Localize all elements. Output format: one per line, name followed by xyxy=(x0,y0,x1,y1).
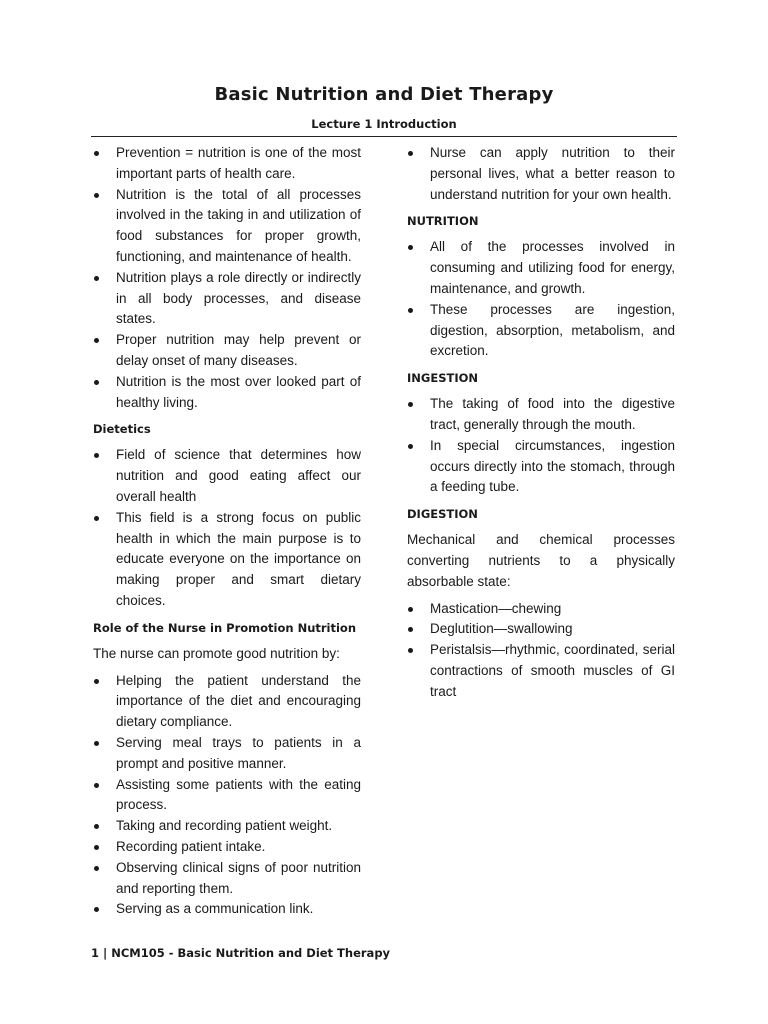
list-item: Nutrition is the total of all processes involved in the taking in and utilization of food substances for proper growth, functioning, and maintenance of health. xyxy=(93,185,361,268)
right-intro-list xyxy=(407,143,675,205)
list-item: In special circumstances, ingestion occurs directly into the stomach, through a feeding tube. xyxy=(407,436,675,498)
digestion-paragraph: Mechanical and chemical processes converting nutrients to a physically absorbable state: xyxy=(407,532,675,589)
left-column xyxy=(93,143,361,920)
ingestion-heading: INGESTION xyxy=(407,371,479,386)
list-item: Assisting some patients with the eating process. xyxy=(93,775,361,817)
nutrition-heading: NUTRITION xyxy=(407,214,479,229)
list-item: Prevention = nutrition is one of the most important parts of health care. xyxy=(93,143,361,185)
list-item: Mastication—chewing xyxy=(407,599,675,620)
list-item: Nurse can apply nutrition to their personal lives, what a better reason to understand nutrition for your own health. xyxy=(407,143,675,205)
digestion-list xyxy=(407,599,675,703)
header-divider xyxy=(91,136,677,137)
list-item: Field of science that determines how nutrition and good eating affect our overall health xyxy=(93,445,361,507)
list-item: Observing clinical signs of poor nutrition and reporting them. xyxy=(93,858,361,900)
role-intro: The nurse can promote good nutrition by: xyxy=(93,645,340,661)
role-list xyxy=(93,671,361,921)
intro-list xyxy=(93,143,361,413)
list-item: Helping the patient understand the importance of the diet and encouraging dietary compliance. xyxy=(93,671,361,733)
right-column xyxy=(407,143,675,703)
nutrition-list xyxy=(407,237,675,362)
ingestion-list xyxy=(407,394,675,498)
list-item: All of the processes involved in consuming and utilizing food for energy, maintenance, and growth. xyxy=(407,237,675,299)
list-item: Proper nutrition may help prevent or delay onset of many diseases. xyxy=(93,330,361,372)
list-item: This field is a strong focus on public health in which the main purpose is to educate everyone on the importance on making proper and smart dietary choices. xyxy=(93,508,361,612)
digestion-heading: DIGESTION xyxy=(407,507,478,522)
list-item: Serving meal trays to patients in a prompt and positive manner. xyxy=(93,733,361,775)
document-subtitle: Lecture 1 Introduction xyxy=(311,117,457,131)
list-item: These processes are ingestion, digestion, absorption, metabolism, and excretion. xyxy=(407,300,675,362)
dietetics-list xyxy=(93,445,361,611)
list-item: Taking and recording patient weight. xyxy=(93,816,361,837)
list-item: Peristalsis—rhythmic, coordinated, serial contractions of smooth muscles of GI tract xyxy=(407,640,675,702)
list-item: Recording patient intake. xyxy=(93,837,361,858)
list-item: Nutrition is the most over looked part of healthy living. xyxy=(93,372,361,414)
list-item: Serving as a communication link. xyxy=(93,899,361,920)
page-footer: 1 | NCM105 - Basic Nutrition and Diet Therapy xyxy=(91,946,391,960)
dietetics-heading: Dietetics xyxy=(93,422,151,437)
document-title: Basic Nutrition and Diet Therapy xyxy=(214,84,554,105)
list-item: The taking of food into the digestive tract, generally through the mouth. xyxy=(407,394,675,436)
list-item: Deglutition—swallowing xyxy=(407,619,675,640)
list-item: Nutrition plays a role directly or indirectly in all body processes, and disease states. xyxy=(93,268,361,330)
role-heading: Role of the Nurse in Promotion Nutrition xyxy=(93,620,357,635)
